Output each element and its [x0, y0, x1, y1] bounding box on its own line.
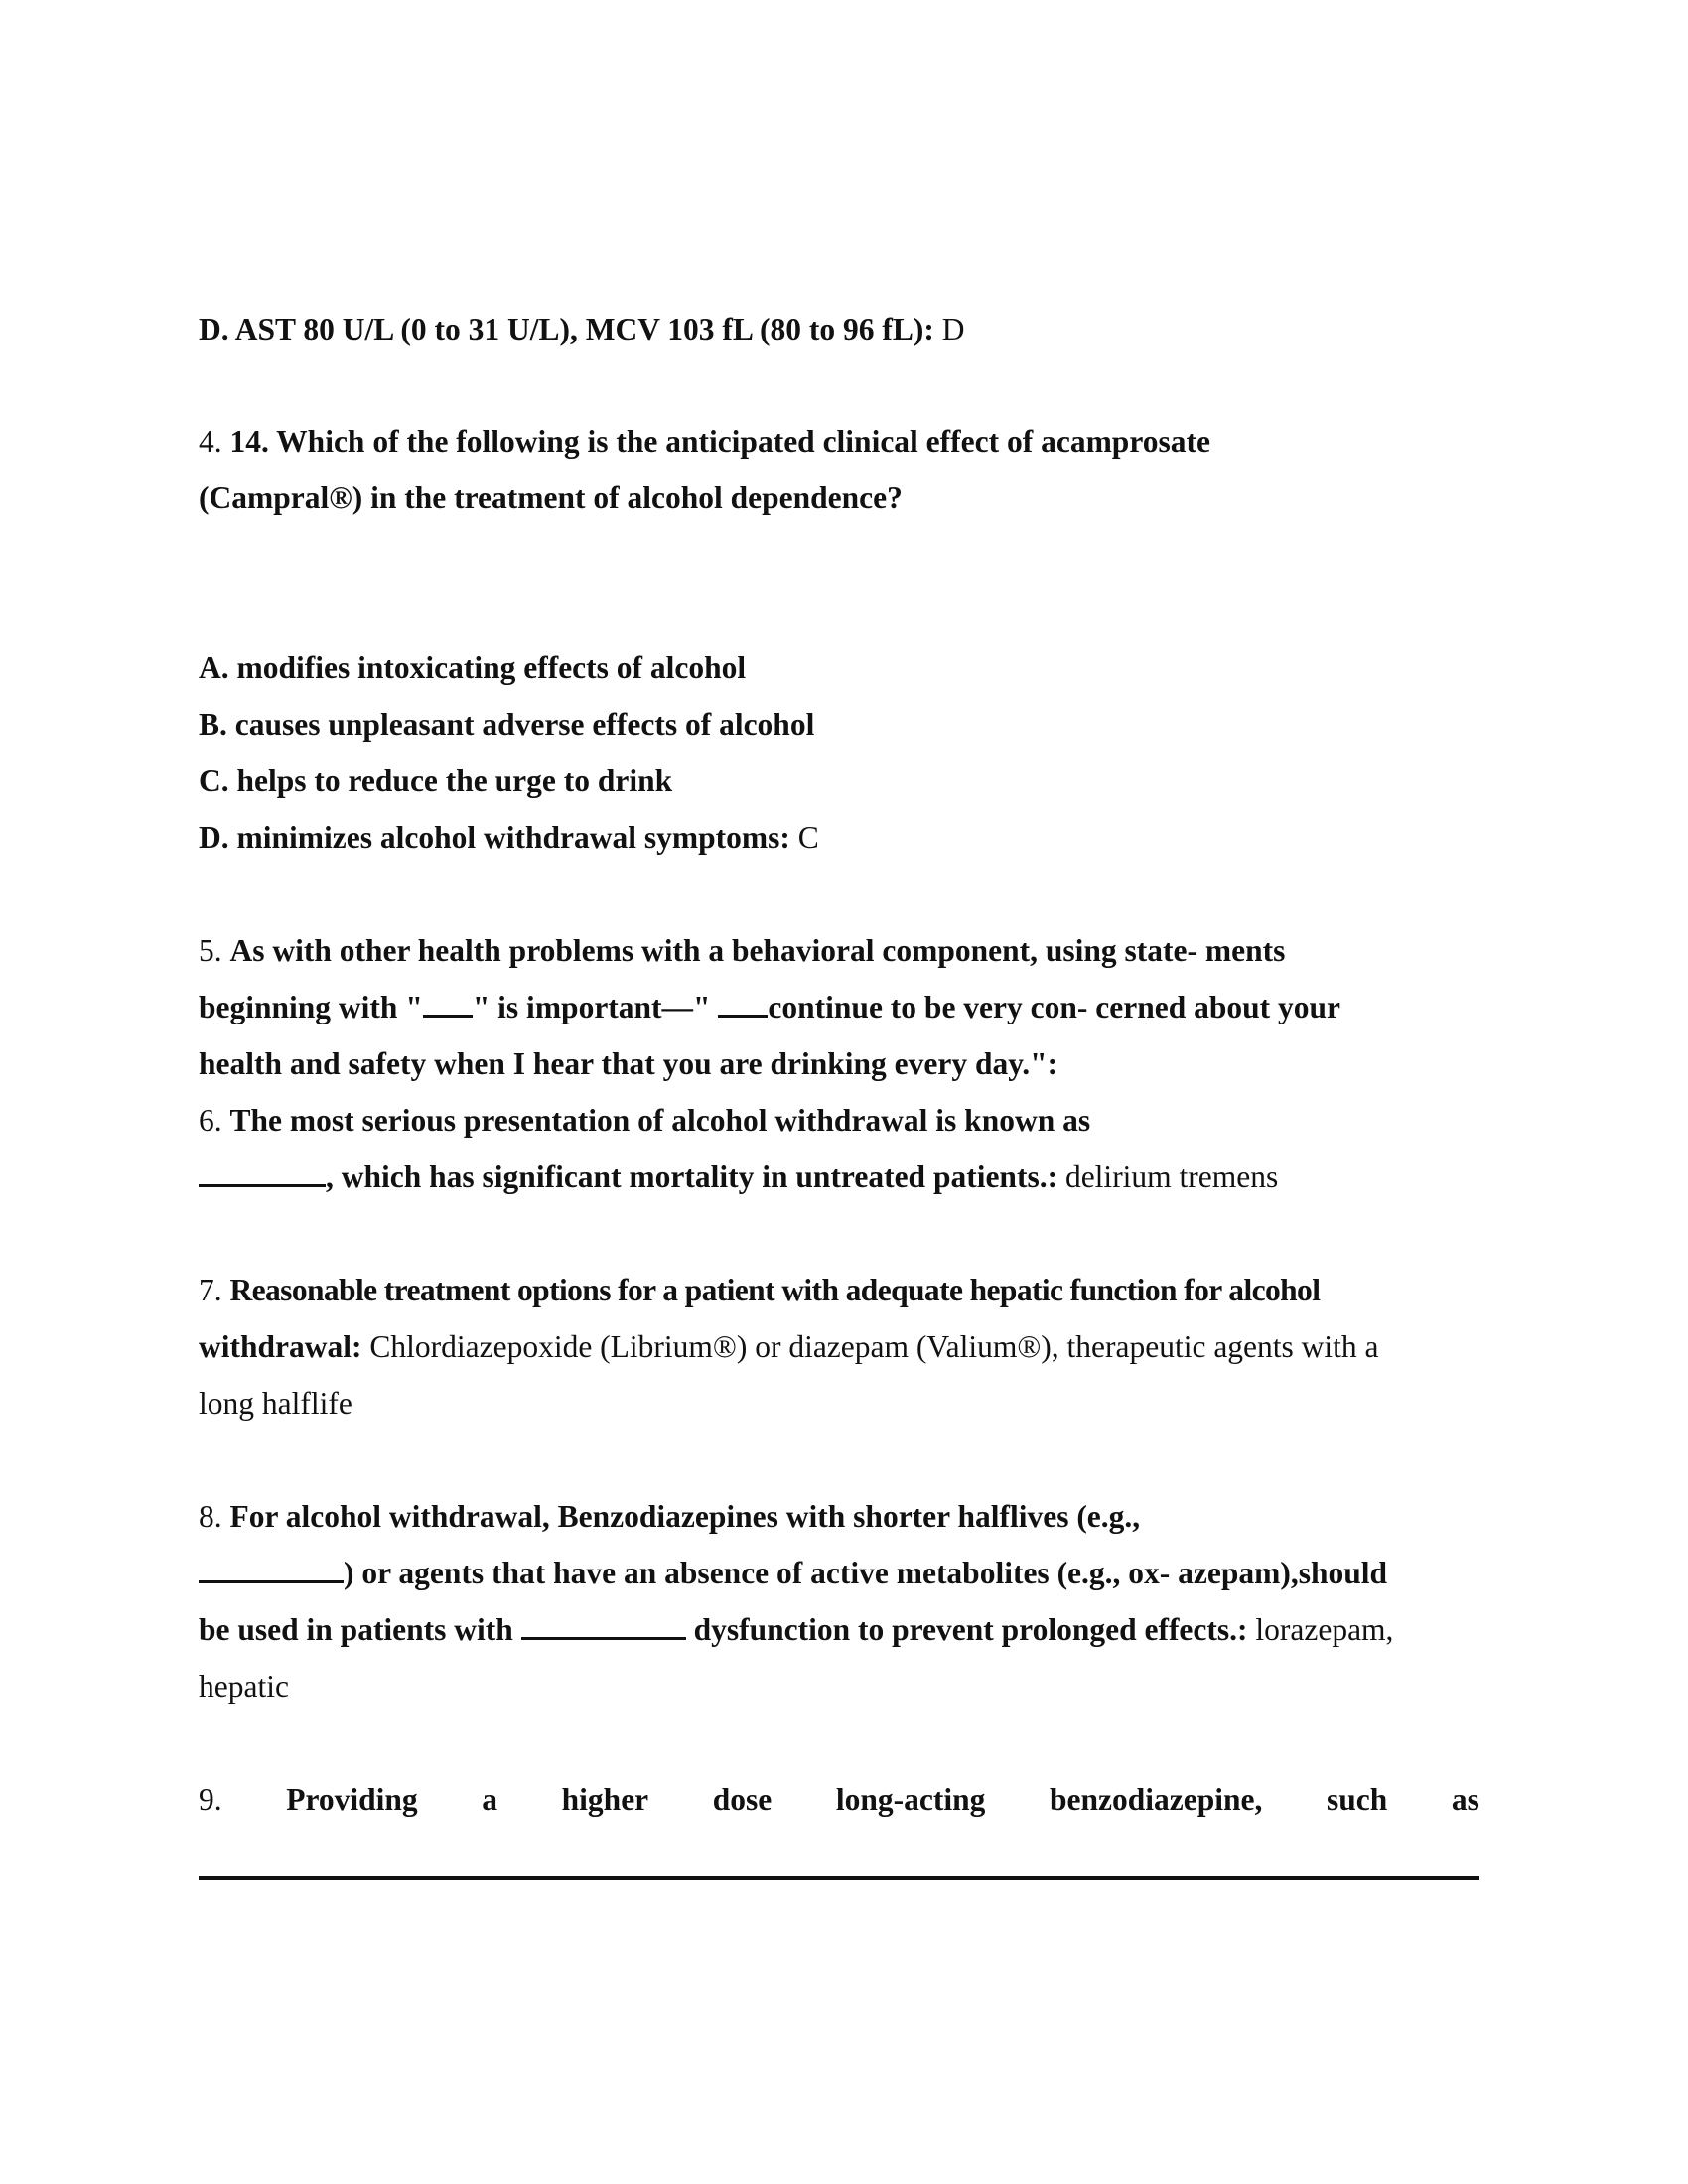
q6-number: 6.: [199, 1103, 222, 1138]
q8-text-3b: dysfunction to prevent prolonged effects.:: [693, 1612, 1248, 1647]
q9-word: benzodiazepine,: [1050, 1782, 1263, 1817]
q5-text-2a: beginning with ": [199, 990, 423, 1024]
q9-answer-blank-line: [199, 1876, 1479, 1880]
q4-option-a: A. modifies intoxicating effects of alcohol: [199, 650, 747, 685]
blank-line: [423, 989, 473, 1018]
q4-option-d-text: D. minimizes alcohol withdrawal symptoms:: [199, 820, 790, 855]
q3-answer: D: [941, 312, 965, 346]
q5-text-2c: continue to be very con- cerned about your: [768, 990, 1340, 1024]
q5-text-1: As with other health problems with a behavioral component, using state- ments: [229, 933, 1286, 968]
blank-line: [521, 1611, 686, 1640]
q9-word: higher: [561, 1782, 649, 1817]
q8-text-2: ) or agents that have an absence of active metabolites (e.g., ox- azepam),should: [344, 1556, 1388, 1590]
q4-option-b: B. causes unpleasant adverse effects of alcohol: [199, 707, 815, 742]
q6-line2: [199, 1158, 1278, 1197]
q4-question-line1: [199, 422, 1210, 462]
q6-line1: [199, 1101, 1090, 1141]
q3-option-d: [199, 310, 964, 349]
document-page: [199, 0, 1479, 2184]
q8-number: 8.: [199, 1499, 222, 1534]
q8-line2: [199, 1554, 1387, 1593]
q5-text-2b: " is important—": [472, 990, 711, 1024]
q5-line2: [199, 988, 1340, 1027]
q9-number: 9.: [199, 1782, 222, 1817]
q4-option-c: C. helps to reduce the urge to drink: [199, 763, 673, 798]
q5-line3: health and safety when I hear that you are drinking every day.":: [199, 1046, 1058, 1081]
q8-text-1: For alcohol withdrawal, Benzodiazepines with shorter halflives (e.g.,: [229, 1499, 1141, 1534]
q9-word: long-acting: [835, 1782, 986, 1817]
q7-text-2: withdrawal:: [199, 1329, 362, 1364]
q8-line3: [199, 1610, 1393, 1650]
q9-word: a: [482, 1782, 498, 1817]
q8-answer-2: hepatic: [199, 1669, 289, 1704]
q5-number: 5.: [199, 933, 222, 968]
q6-answer: delirium tremens: [1064, 1160, 1279, 1194]
q7-answer-1: Chlordiazepoxide (Librium®) or diazepam (Valium®), therapeutic agents with a: [369, 1329, 1379, 1364]
q9-word: dose: [712, 1782, 773, 1817]
blank-line: [199, 1159, 326, 1187]
blank-line: [718, 989, 768, 1018]
q3-option-d-text: D. AST 80 U/L (0 to 31 U/L), MCV 103 fL (80 to 96 fL):: [199, 312, 934, 346]
blank-line: [199, 1555, 344, 1583]
q4-number: 4.: [199, 424, 222, 459]
q4-answer: C: [797, 820, 819, 855]
q6-text-1: The most serious presentation of alcohol withdrawal is known as: [229, 1103, 1091, 1138]
q8-text-3a: be used in patients with: [199, 1612, 513, 1647]
q4-option-d: [199, 818, 819, 858]
q9-line1: [199, 1780, 1479, 1820]
q9-word: as: [1451, 1782, 1479, 1817]
q8-answer-1: lorazepam,: [1255, 1612, 1394, 1647]
q5-line1: [199, 931, 1285, 971]
q4-question-text-1: 14. Which of the following is the anticipated clinical effect of acamprosate: [229, 424, 1210, 459]
q9-word: such: [1327, 1782, 1388, 1817]
q7-line1: [199, 1271, 1320, 1310]
q9-word: Providing: [286, 1782, 418, 1817]
q8-line1: [199, 1497, 1140, 1537]
q7-line2: [199, 1327, 1379, 1367]
q4-question-line2: (Campral®) in the treatment of alcohol dependence?: [199, 480, 903, 515]
q6-text-2: , which has significant mortality in untreated patients.:: [326, 1160, 1058, 1194]
q7-text-1: Reasonable treatment options for a patient with adequate hepatic function for alcohol: [229, 1273, 1321, 1307]
q7-number: 7.: [199, 1273, 222, 1307]
q7-answer-2: long halflife: [199, 1386, 352, 1421]
